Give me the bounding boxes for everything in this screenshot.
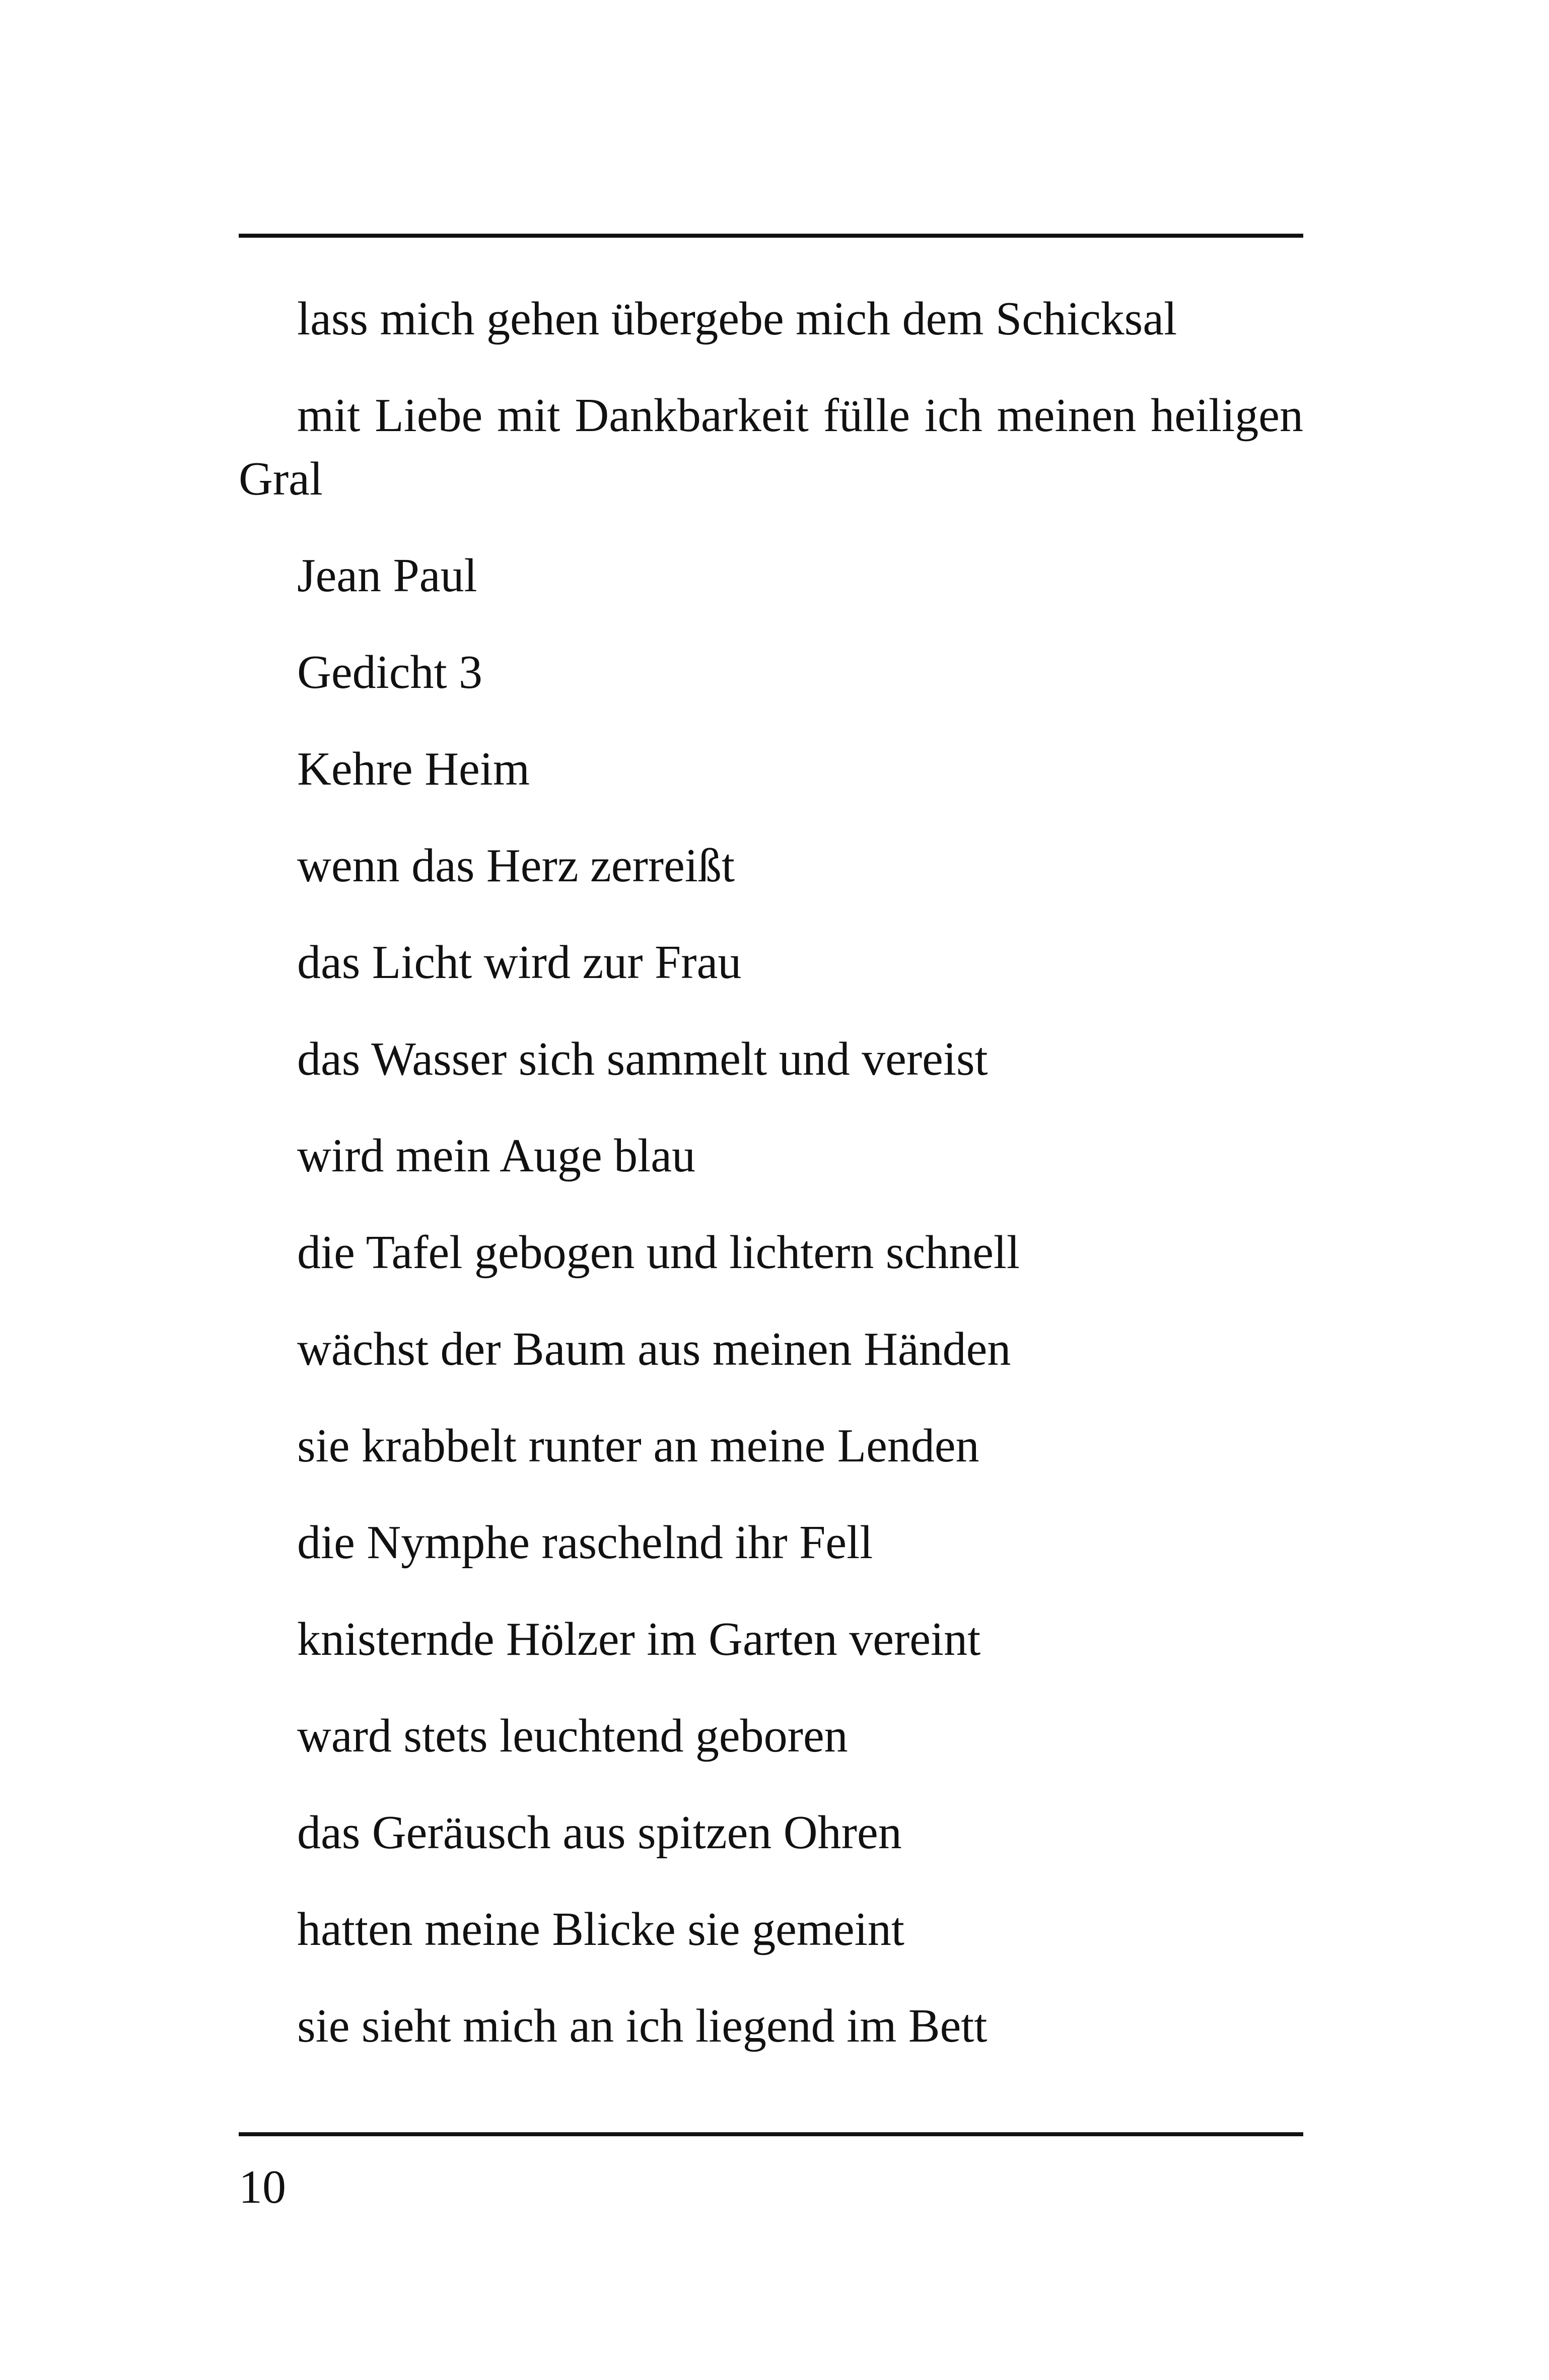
page-number: 10: [239, 2161, 286, 2213]
text-line: die Nymphe raschelnd ihr Fell: [297, 1516, 873, 1569]
text-line: wird mein Auge blau: [297, 1130, 696, 1182]
author-name: Jean Paul: [297, 549, 477, 602]
text-line: hatten meine Blicke sie gemeint: [297, 1903, 904, 1955]
poem-number: Gedicht 3: [297, 646, 483, 698]
text-line: lass mich gehen übergebe mich dem Schicksal: [297, 293, 1177, 345]
text-line: wenn das Herz zerreißt: [297, 839, 735, 892]
poem-text: [239, 287, 1303, 2091]
poem-title: Kehre Heim: [297, 743, 530, 795]
text-line: die Tafel gebogen und lichtern schnell: [297, 1226, 1020, 1279]
text-line: ward stets leuchtend geboren: [297, 1710, 848, 1762]
text-line: sie sieht mich an ich liegend im Bett: [297, 2000, 988, 2052]
text-line: das Licht wird zur Frau: [297, 936, 742, 989]
text-line: mit Liebe mit Dankbarkeit fülle ich meinen heiligen Gral: [239, 389, 1303, 505]
text-line: sie krabbelt runter an meine Lenden: [297, 1420, 979, 1472]
text-line: das Geräusch aus spitzen Ohren: [297, 1806, 902, 1859]
footer-rule: [239, 2132, 1303, 2136]
header-rule: [239, 234, 1303, 238]
text-line: knisternde Hölzer im Garten vereint: [297, 1613, 981, 1665]
text-line: wächst der Baum aus meinen Händen: [297, 1323, 1011, 1375]
text-line: das Wasser sich sammelt und vereist: [297, 1033, 988, 1085]
